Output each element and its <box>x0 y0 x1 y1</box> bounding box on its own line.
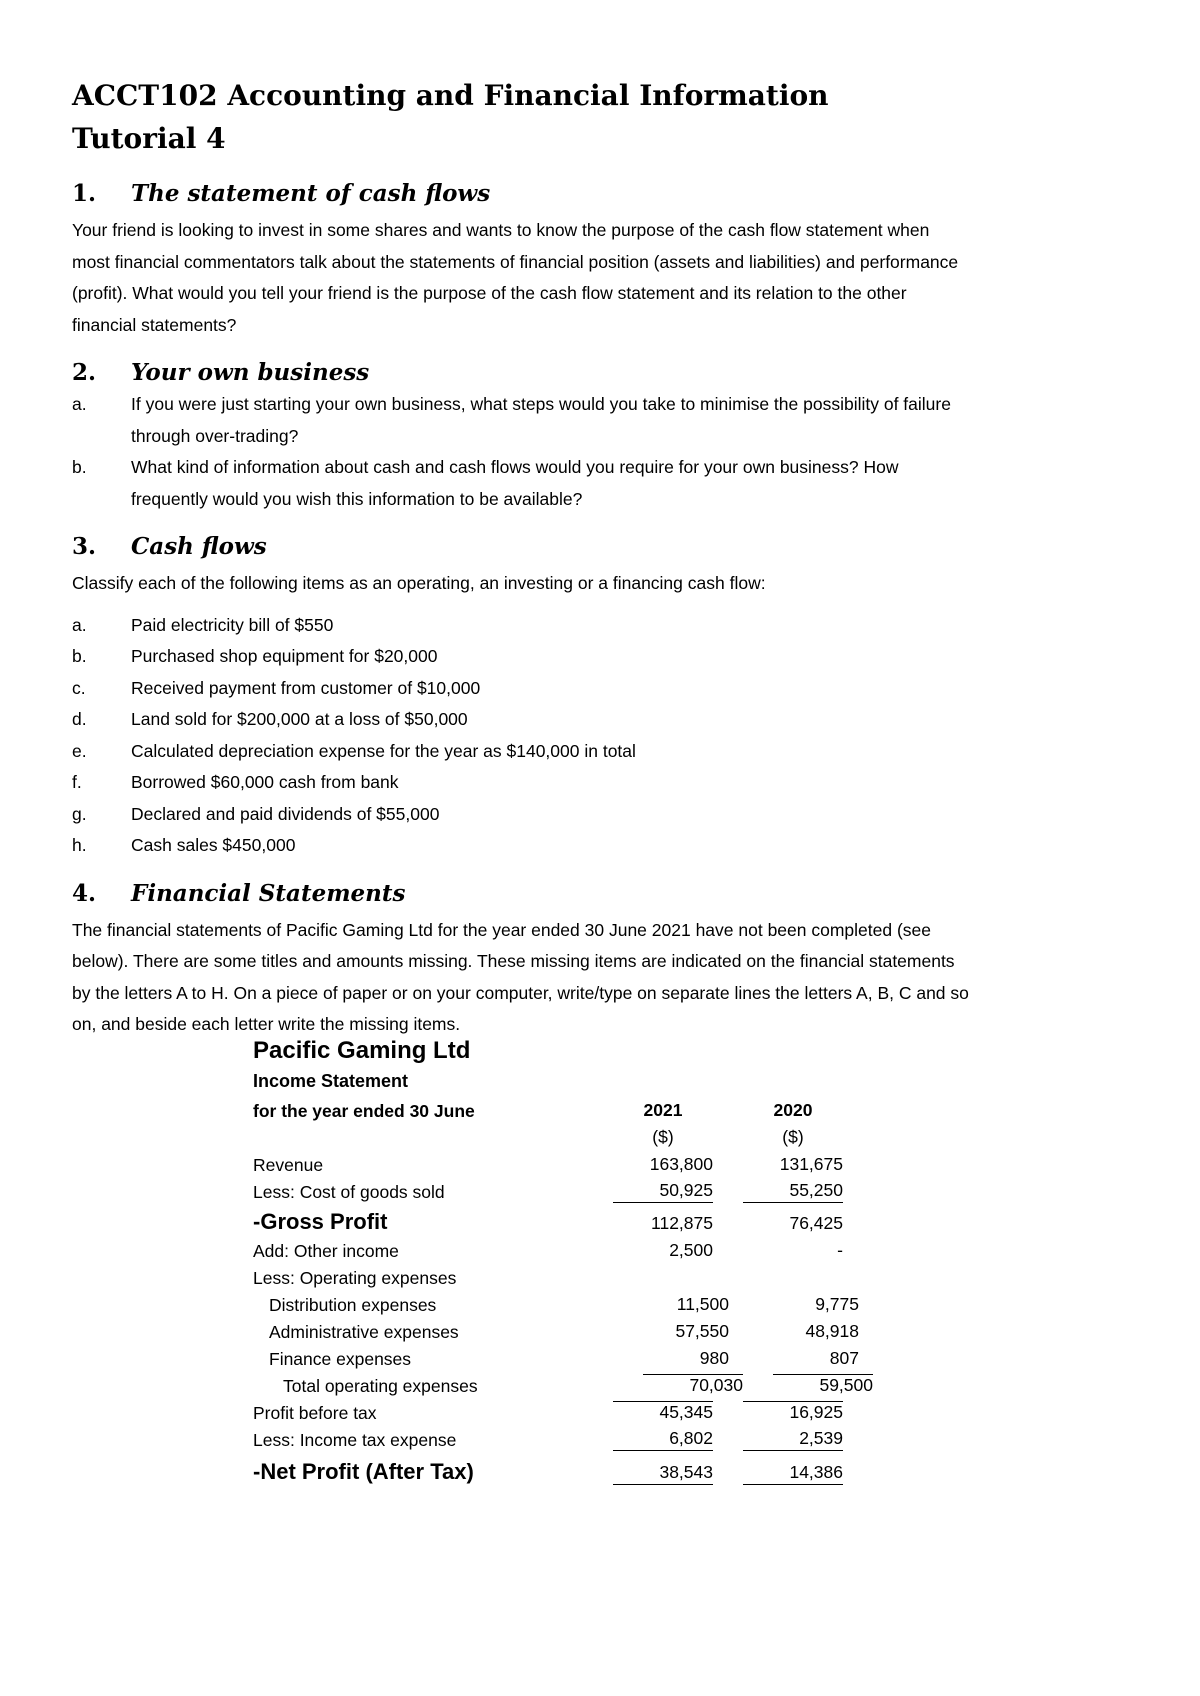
course-title: ACCT102 Accounting and Financial Information <box>72 79 829 112</box>
section-number: 3. <box>72 533 97 560</box>
table-row: Distribution expenses 11,500 9,775 <box>269 1294 859 1315</box>
col-header-2021: 2021 <box>643 1100 683 1120</box>
statement-title: Income Statement <box>253 1071 409 1091</box>
list-item: a. If you were just starting your own business, what steps would you take to minimise the possibility of failure through over-trading? <box>72 394 951 446</box>
section-1-heading <box>72 180 1142 210</box>
unit-row <box>253 1122 903 1149</box>
income-statement <box>253 1034 903 1485</box>
table-row: Less: Operating expenses <box>253 1268 457 1288</box>
section-number: 2. <box>72 359 97 386</box>
section-number: 4. <box>72 879 97 907</box>
list-item: g. Declared and paid dividends of $55,000 <box>72 803 440 824</box>
table-row: Add: Other income 2,500 - <box>253 1240 843 1261</box>
list-item: f. Borrowed $60,000 cash from bank <box>72 772 399 792</box>
section-3-intro: Classify each of the following items as an operating, an investing or a financing cash flow: <box>72 573 766 593</box>
table-row: Administrative expenses 57,550 48,918 <box>269 1321 859 1342</box>
section-title: The statement of cash flows <box>131 180 491 207</box>
table-row: Finance expenses 980 807 <box>269 1348 859 1369</box>
col-unit: ($) <box>652 1127 674 1147</box>
table-row: Less: Income tax expense 6,802 2,539 <box>253 1428 843 1450</box>
list-item: d. Land sold for $200,000 at a loss of $50,000 <box>72 709 468 729</box>
section-4-heading <box>72 880 1142 910</box>
list-item: h. Cash sales $450,000 <box>72 835 296 855</box>
section-title: Your own business <box>131 359 370 386</box>
section-2-heading <box>72 359 1142 389</box>
section-3-list <box>72 610 1142 862</box>
section-number: 1. <box>72 180 97 207</box>
list-item: c. Received payment from customer of $10,000 <box>72 677 481 698</box>
period-label: for the year ended 30 June <box>253 1101 475 1121</box>
col-header-2020: 2020 <box>773 1100 813 1120</box>
list-item: e. Calculated depreciation expense for the year as $140,000 in total <box>72 740 636 761</box>
company-name: Pacific Gaming Ltd <box>253 1037 471 1064</box>
year-header-row <box>253 1095 903 1122</box>
section-title: Cash flows <box>131 533 267 560</box>
section-1-paragraph: Your friend is looking to invest in some shares and wants to know the purpose of the cash flow statement when most financial commentators talk about the statements of financial position (assets and liabilities) and performance (profit). What would you tell your friend is the purpose of the cash flow statement and its relation to the other financial statements? <box>72 220 959 335</box>
col-unit: ($) <box>782 1127 804 1147</box>
document-page <box>72 74 1142 1041</box>
table-row: -Gross Profit 112,875 76,425 <box>253 1209 843 1234</box>
table-row: Revenue 163,800 131,675 <box>253 1154 843 1175</box>
list-item: b. What kind of information about cash and cash flows would you require for your own business? How frequently would you wish this information to be available? <box>72 457 899 509</box>
table-row: Less: Cost of goods sold 50,925 55,250 <box>253 1180 843 1202</box>
table-row: Total operating expenses 70,030 59,500 <box>283 1375 873 1396</box>
section-4-paragraph: The financial statements of Pacific Gaming Ltd for the year ended 30 June 2021 have not been completed (see below). There are some titles and amounts missing. These missing items are indicated on the financial statements by the letters A to H. On a piece of paper or on your computer, write/type on separate lines the letters A, B, C and so on, and beside each letter write the missing items. <box>72 919 969 1034</box>
list-item: b. Purchased shop equipment for $20,000 <box>72 646 438 666</box>
table-row: -Net Profit (After Tax) 38,543 14,386 <box>253 1459 843 1484</box>
section-title: Financial Statements <box>131 879 406 907</box>
section-2-list <box>72 389 1142 515</box>
tutorial-title: Tutorial 4 <box>72 122 226 155</box>
list-item: a. Paid electricity bill of $550 <box>72 614 334 635</box>
table-row: Profit before tax 45,345 16,925 <box>253 1402 843 1423</box>
section-3-heading <box>72 533 1142 563</box>
